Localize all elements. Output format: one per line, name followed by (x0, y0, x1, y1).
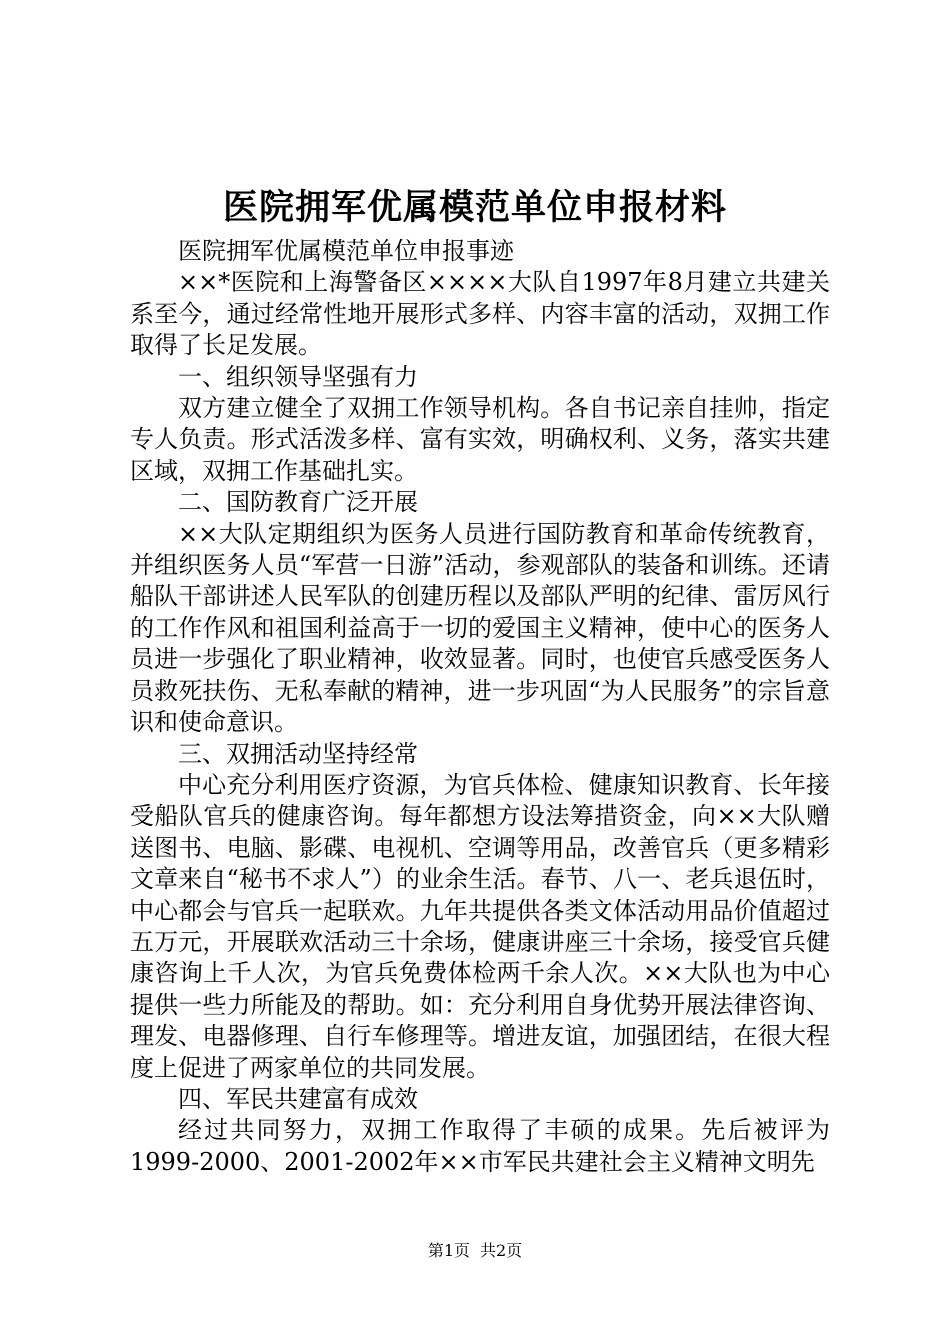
intro-paragraph: ××*医院和上海警备区××××大队自1997年8月建立共建关系至今，通过经常性地开展形式多样、内容丰富的活动，双拥工作取得了长足发展。 (130, 268, 830, 360)
document-title: 医院拥军优属模范单位申报材料 (222, 187, 727, 228)
page-footer (0, 1241, 950, 1261)
section-heading: 四、军民共建富有成效 (178, 1084, 418, 1113)
section-paragraph: ××大队定期组织为医务人员进行国防教育和革命传统教育，并组织医务人员“军营一日游”活动，参观部队的装备和训练。还请船队干部讲述人民军队的创建历程以及部队严明的纪律、雷厉风行的工作作风和祖国利益高于一切的爱国主义精神，使中心的医务人员进一步强化了职业精神，收效显著。同时，也使官兵感受医务人员救死扶伤、无私奉献的精神，进一步巩固“为人民服务”的宗旨意识和使命意识。 (130, 519, 830, 737)
page-total: 共2页 (480, 1241, 523, 1260)
section-paragraph: 中心充分利用医疗资源，为官兵体检、健康知识教育、长年接受船队官兵的健康咨询。每年都想方设法筹措资金，向××大队赠送图书、电脑、影碟、电视机、空调等用品，改善官兵（更多精彩文章来自“秘书不求人”）的业余生活。春节、八一、老兵退伍时，中心都会与官兵一起联欢。九年共提供各类文体活动用品价值超过五万元，开展联欢活动三十余场，健康讲座三十余场，接受官兵健康咨询上千人次，为官兵免费体检两千余人次。××大队也为中心提供一些力所能及的帮助。如：充分利用自身优势开展法律咨询、理发、电器修理、自行车修理等。增进友谊，加强团结，在很大程度上促进了两家单位的共同发展。 (130, 770, 830, 1082)
section-paragraph: 经过共同努力，双拥工作取得了丰硕的成果。先后被评为1999-2000、2001-2002年××市军民共建社会主义精神文明先 (130, 1116, 830, 1176)
section-heading: 一、组织领导坚强有力 (178, 362, 418, 391)
document-body (130, 236, 830, 1178)
page-number: 第1页 (427, 1241, 470, 1260)
section-heading: 三、双拥活动坚持经常 (178, 739, 418, 768)
section-paragraph: 双方建立健全了双拥工作领导机构。各自书记亲自挂帅，指定专人负责。形式活泼多样、富有实效，明确权利、义务，落实共建区域，双拥工作基础扎实。 (130, 394, 830, 485)
subtitle-paragraph: 医院拥军优属模范单位申报事迹 (178, 237, 514, 265)
section-heading: 二、国防教育广泛开展 (178, 488, 418, 517)
